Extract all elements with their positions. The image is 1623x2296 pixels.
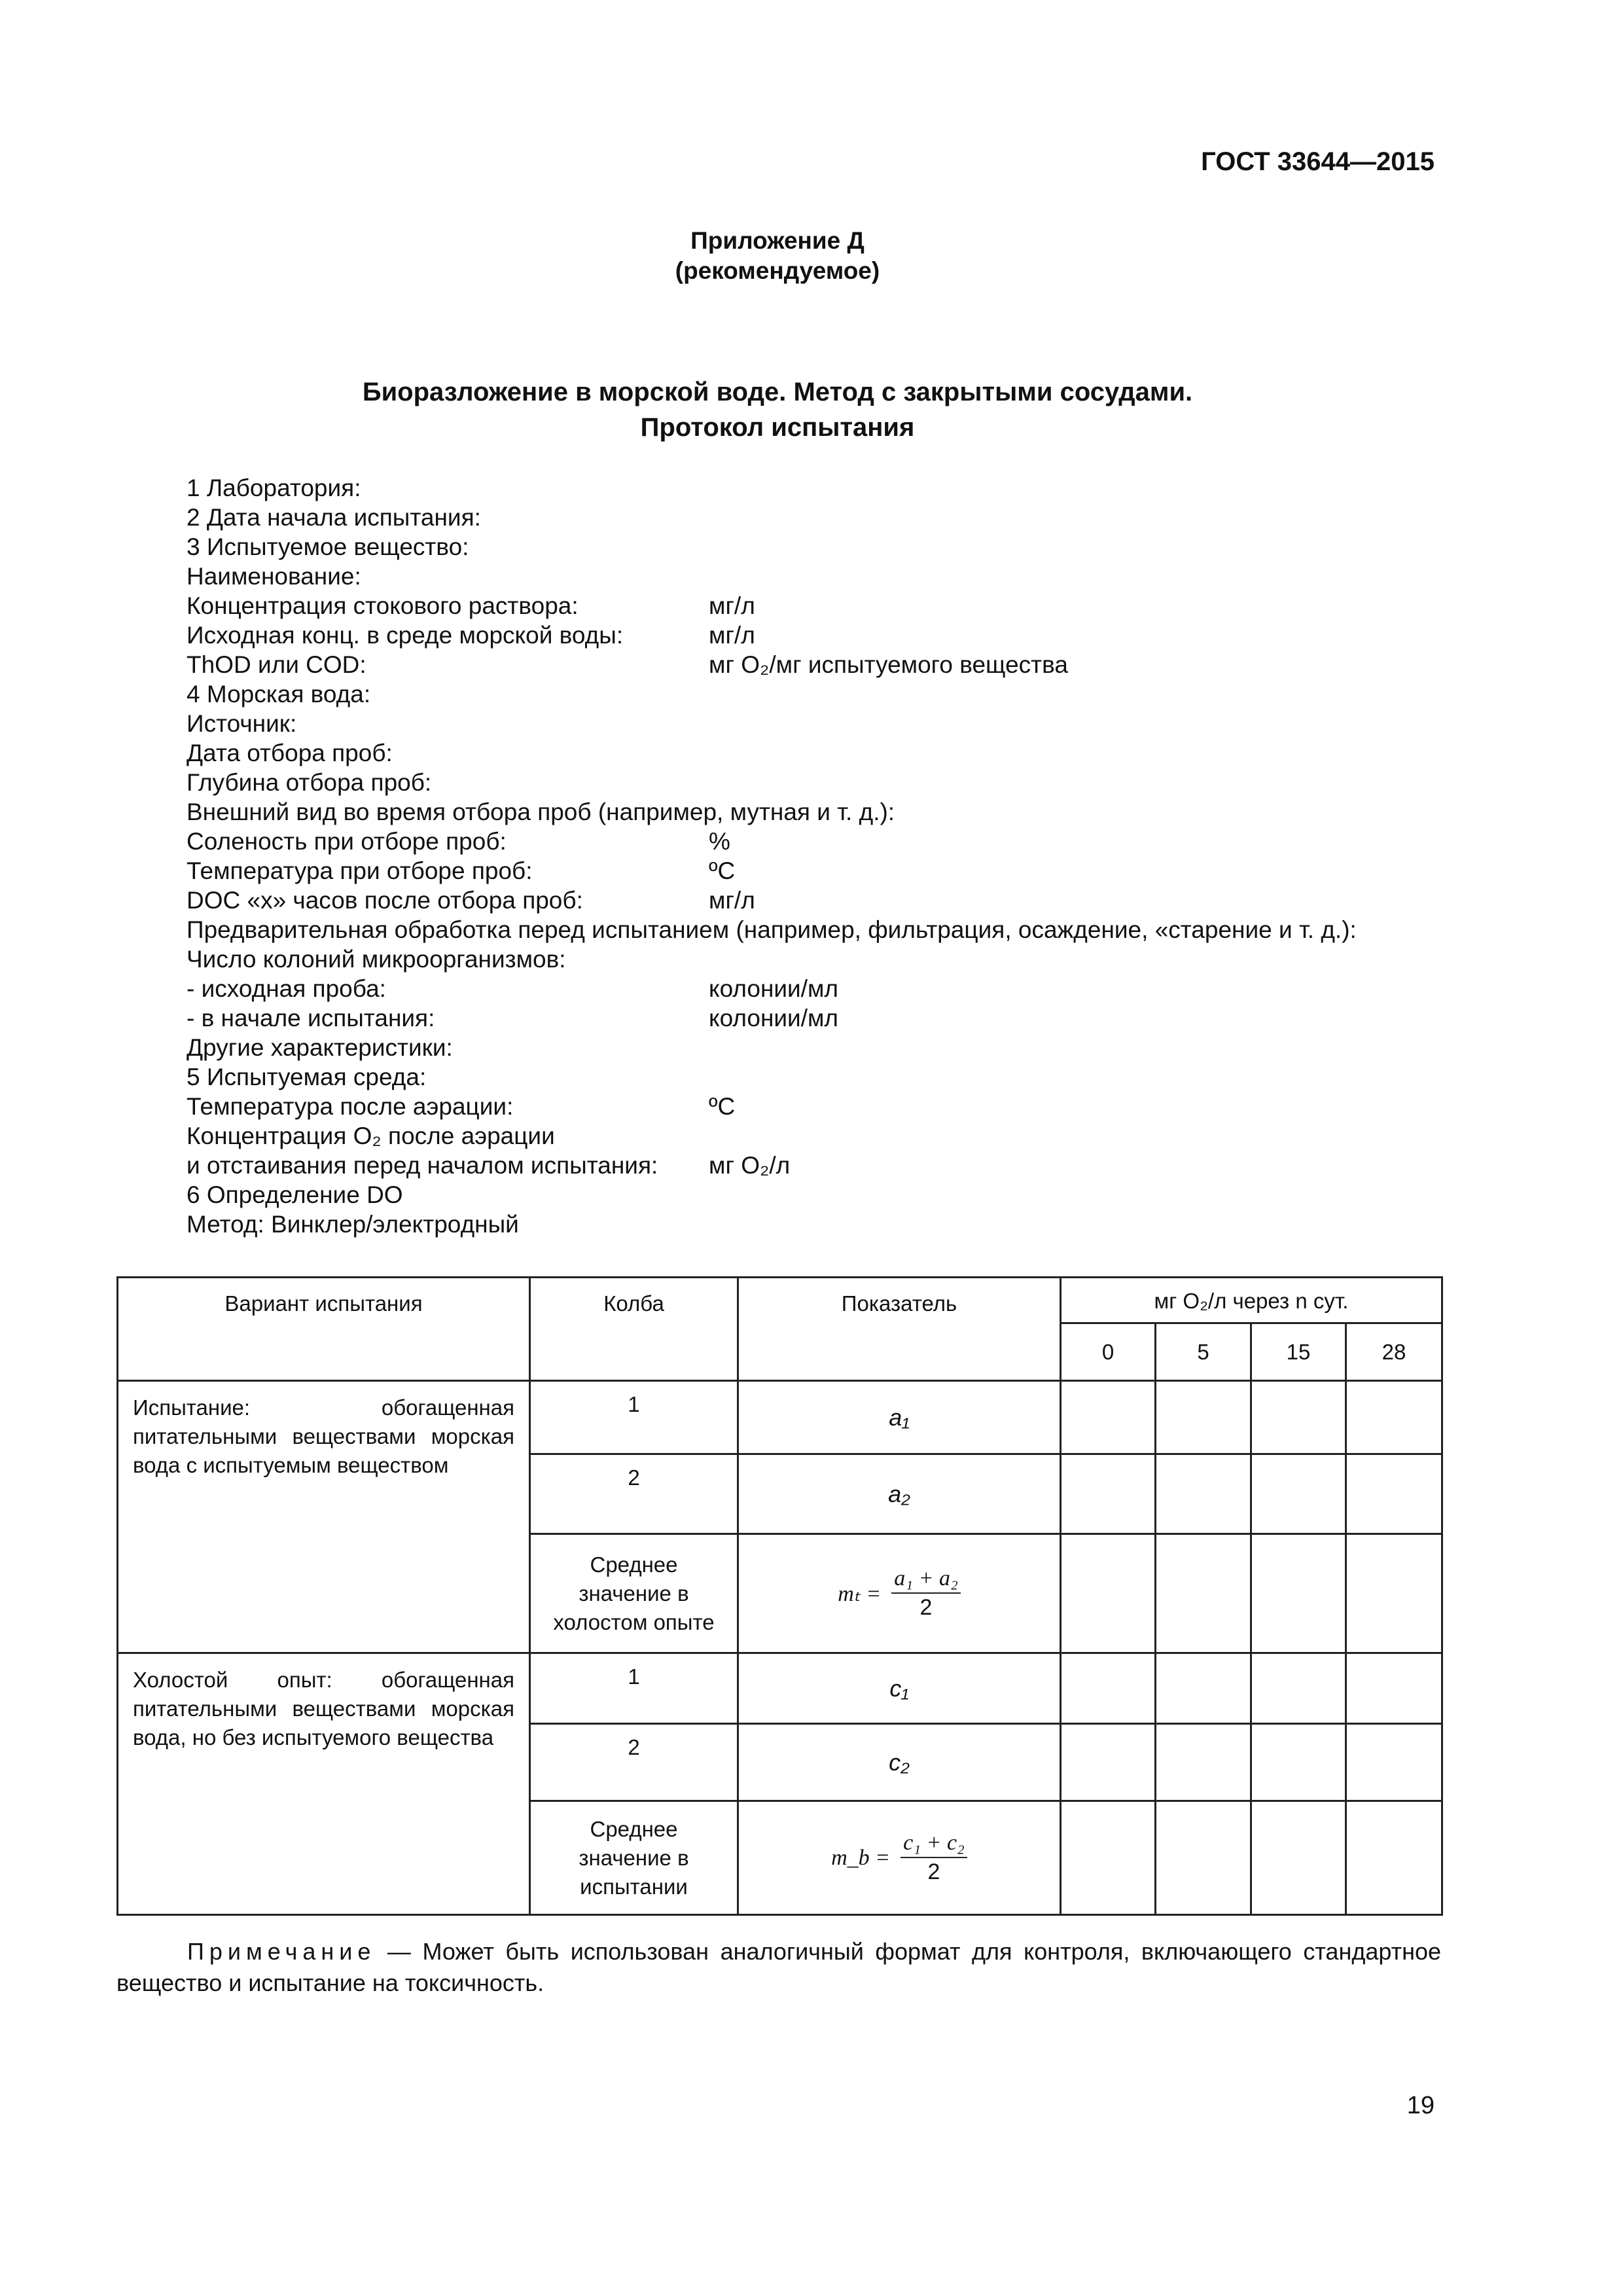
formula-numerator: a₁ + a₂ bbox=[891, 1566, 961, 1594]
field-label: Дата отбора проб: bbox=[187, 740, 393, 766]
field-label: Исходная конц. в среде морской воды: bbox=[187, 622, 624, 649]
indicator: c₂ bbox=[738, 1724, 1061, 1801]
value-cell[interactable] bbox=[1251, 1534, 1346, 1653]
field-label: 6 Определение DO bbox=[187, 1181, 403, 1208]
note-text: — Может быть использован аналогичный формат для контроля, включающего стандартное вещество и испытание на токсичность. bbox=[116, 1938, 1441, 1996]
indicator: a₂ bbox=[738, 1454, 1061, 1534]
mean-formula bbox=[738, 1534, 1061, 1653]
value-cell[interactable] bbox=[1251, 1454, 1346, 1534]
field-unit: мг/л bbox=[709, 887, 755, 914]
value-cell[interactable] bbox=[1156, 1534, 1251, 1653]
header-days-group: мг O₂/л через n сут. bbox=[1061, 1278, 1442, 1323]
field-unit: колонии/мл bbox=[709, 1005, 839, 1031]
flask-number: 1 bbox=[530, 1653, 738, 1724]
value-cell[interactable] bbox=[1061, 1653, 1156, 1724]
document-title-line-1: Биоразложение в морской воде. Метод с закрытыми сосудами. bbox=[362, 378, 1193, 406]
field-label: и отстаивания перед началом испытания: bbox=[187, 1152, 658, 1179]
table-note bbox=[116, 1936, 1441, 1999]
value-cell[interactable] bbox=[1251, 1724, 1346, 1801]
formula-denominator: 2 bbox=[919, 1595, 933, 1620]
field-label: 1 Лаборатория: bbox=[187, 475, 361, 501]
value-cell[interactable] bbox=[1156, 1801, 1251, 1915]
field-unit: колонии/мл bbox=[709, 975, 839, 1002]
header-day: 5 bbox=[1156, 1323, 1251, 1381]
mean-formula bbox=[738, 1801, 1061, 1915]
value-cell[interactable] bbox=[1061, 1454, 1156, 1534]
header-variant: Вариант испытания bbox=[118, 1278, 530, 1381]
value-cell[interactable] bbox=[1156, 1653, 1251, 1724]
field-label: Концентрация стокового раствора: bbox=[187, 592, 579, 619]
flask-number: 1 bbox=[530, 1381, 738, 1454]
value-cell[interactable] bbox=[1251, 1801, 1346, 1915]
value-cell[interactable] bbox=[1346, 1724, 1442, 1801]
field-unit: мг/л bbox=[709, 592, 755, 619]
field-label: Предварительная обработка перед испытанием (например, фильтрация, осаждение, «старение и т. д.): bbox=[187, 916, 1357, 943]
value-cell[interactable] bbox=[1346, 1801, 1442, 1915]
field-label: - исходная проба: bbox=[187, 975, 386, 1002]
header-day: 28 bbox=[1346, 1323, 1442, 1381]
value-cell[interactable] bbox=[1251, 1653, 1346, 1724]
field-label: Источник: bbox=[187, 710, 297, 737]
value-cell[interactable] bbox=[1061, 1801, 1156, 1915]
test-variant-description: Испытание: обогащенная питательными веществами морская вода с испытуемым веществом bbox=[118, 1381, 530, 1653]
standard-number: ГОСТ 33644—2015 bbox=[1201, 147, 1435, 176]
appendix-subtitle: (рекомендуемое) bbox=[675, 257, 880, 284]
formula-lhs: mₜ = bbox=[838, 1581, 882, 1606]
protocol-table bbox=[116, 1276, 1443, 1916]
field-label: - в начале испытания: bbox=[187, 1005, 435, 1031]
field-unit: мг O₂/мг испытуемого вещества bbox=[709, 651, 1068, 678]
value-cell[interactable] bbox=[1061, 1381, 1156, 1454]
field-label: Число колоний микроорганизмов: bbox=[187, 946, 566, 973]
field-unit: мг/л bbox=[709, 622, 755, 649]
field-label: 2 Дата начала испытания: bbox=[187, 504, 481, 531]
mean-label: Среднее значение в испытании bbox=[530, 1801, 738, 1915]
value-cell[interactable] bbox=[1346, 1381, 1442, 1454]
document-title-line-2: Протокол испытания bbox=[640, 413, 915, 442]
value-cell[interactable] bbox=[1156, 1381, 1251, 1454]
flask-number: 2 bbox=[530, 1454, 738, 1534]
value-cell[interactable] bbox=[1251, 1381, 1346, 1454]
value-cell[interactable] bbox=[1061, 1724, 1156, 1801]
field-unit: ºC bbox=[709, 1093, 736, 1120]
value-cell[interactable] bbox=[1346, 1653, 1442, 1724]
flask-number: 2 bbox=[530, 1724, 738, 1801]
page-number: 19 bbox=[1406, 2092, 1435, 2119]
indicator: c₁ bbox=[738, 1653, 1061, 1724]
field-label: Соленость при отборе проб: bbox=[187, 828, 507, 855]
value-cell[interactable] bbox=[1061, 1534, 1156, 1653]
field-label: Наименование: bbox=[187, 563, 361, 590]
field-label: DOC «x» часов после отбора проб: bbox=[187, 887, 583, 914]
formula-lhs: m_b = bbox=[831, 1845, 891, 1870]
field-label: Другие характеристики: bbox=[187, 1034, 453, 1061]
indicator: a₁ bbox=[738, 1381, 1061, 1454]
field-label: Глубина отбора проб: bbox=[187, 769, 432, 796]
field-label: Температура после аэрации: bbox=[187, 1093, 514, 1120]
blank-variant-description: Холостой опыт: обогащенная питательными веществами морская вода, но без испытуемого вещества bbox=[118, 1653, 530, 1915]
value-cell[interactable] bbox=[1346, 1454, 1442, 1534]
formula-denominator: 2 bbox=[927, 1859, 940, 1884]
field-unit: ºC bbox=[709, 857, 736, 884]
field-label: 4 Морская вода: bbox=[187, 681, 371, 708]
header-day: 15 bbox=[1251, 1323, 1346, 1381]
note-label: Примечание bbox=[187, 1938, 376, 1965]
header-day: 0 bbox=[1061, 1323, 1156, 1381]
field-unit: % bbox=[709, 828, 730, 855]
table-header-row bbox=[118, 1278, 1442, 1323]
field-label: ThOD или COD: bbox=[187, 651, 366, 678]
field-label: Концентрация O₂ после аэрации bbox=[187, 1122, 555, 1149]
value-cell[interactable] bbox=[1156, 1724, 1251, 1801]
field-unit: мг O₂/л bbox=[709, 1152, 791, 1179]
value-cell[interactable] bbox=[1346, 1534, 1442, 1653]
table-row bbox=[118, 1653, 1442, 1724]
field-label: Метод: Винклер/электродный bbox=[187, 1211, 519, 1238]
header-indicator: Показатель bbox=[738, 1278, 1061, 1381]
header-flask: Колба bbox=[530, 1278, 738, 1381]
field-label: Температура при отборе проб: bbox=[187, 857, 533, 884]
field-label: 3 Испытуемое вещество: bbox=[187, 533, 469, 560]
appendix-title: Приложение Д bbox=[690, 227, 865, 254]
mean-label: Среднее значение в холостом опыте bbox=[530, 1534, 738, 1653]
value-cell[interactable] bbox=[1156, 1454, 1251, 1534]
table-row bbox=[118, 1381, 1442, 1454]
field-label: 5 Испытуемая среда: bbox=[187, 1064, 427, 1090]
formula-numerator: c₁ + c₂ bbox=[901, 1831, 967, 1858]
field-label: Внешний вид во время отбора проб (например, мутная и т. д.): bbox=[187, 798, 895, 825]
